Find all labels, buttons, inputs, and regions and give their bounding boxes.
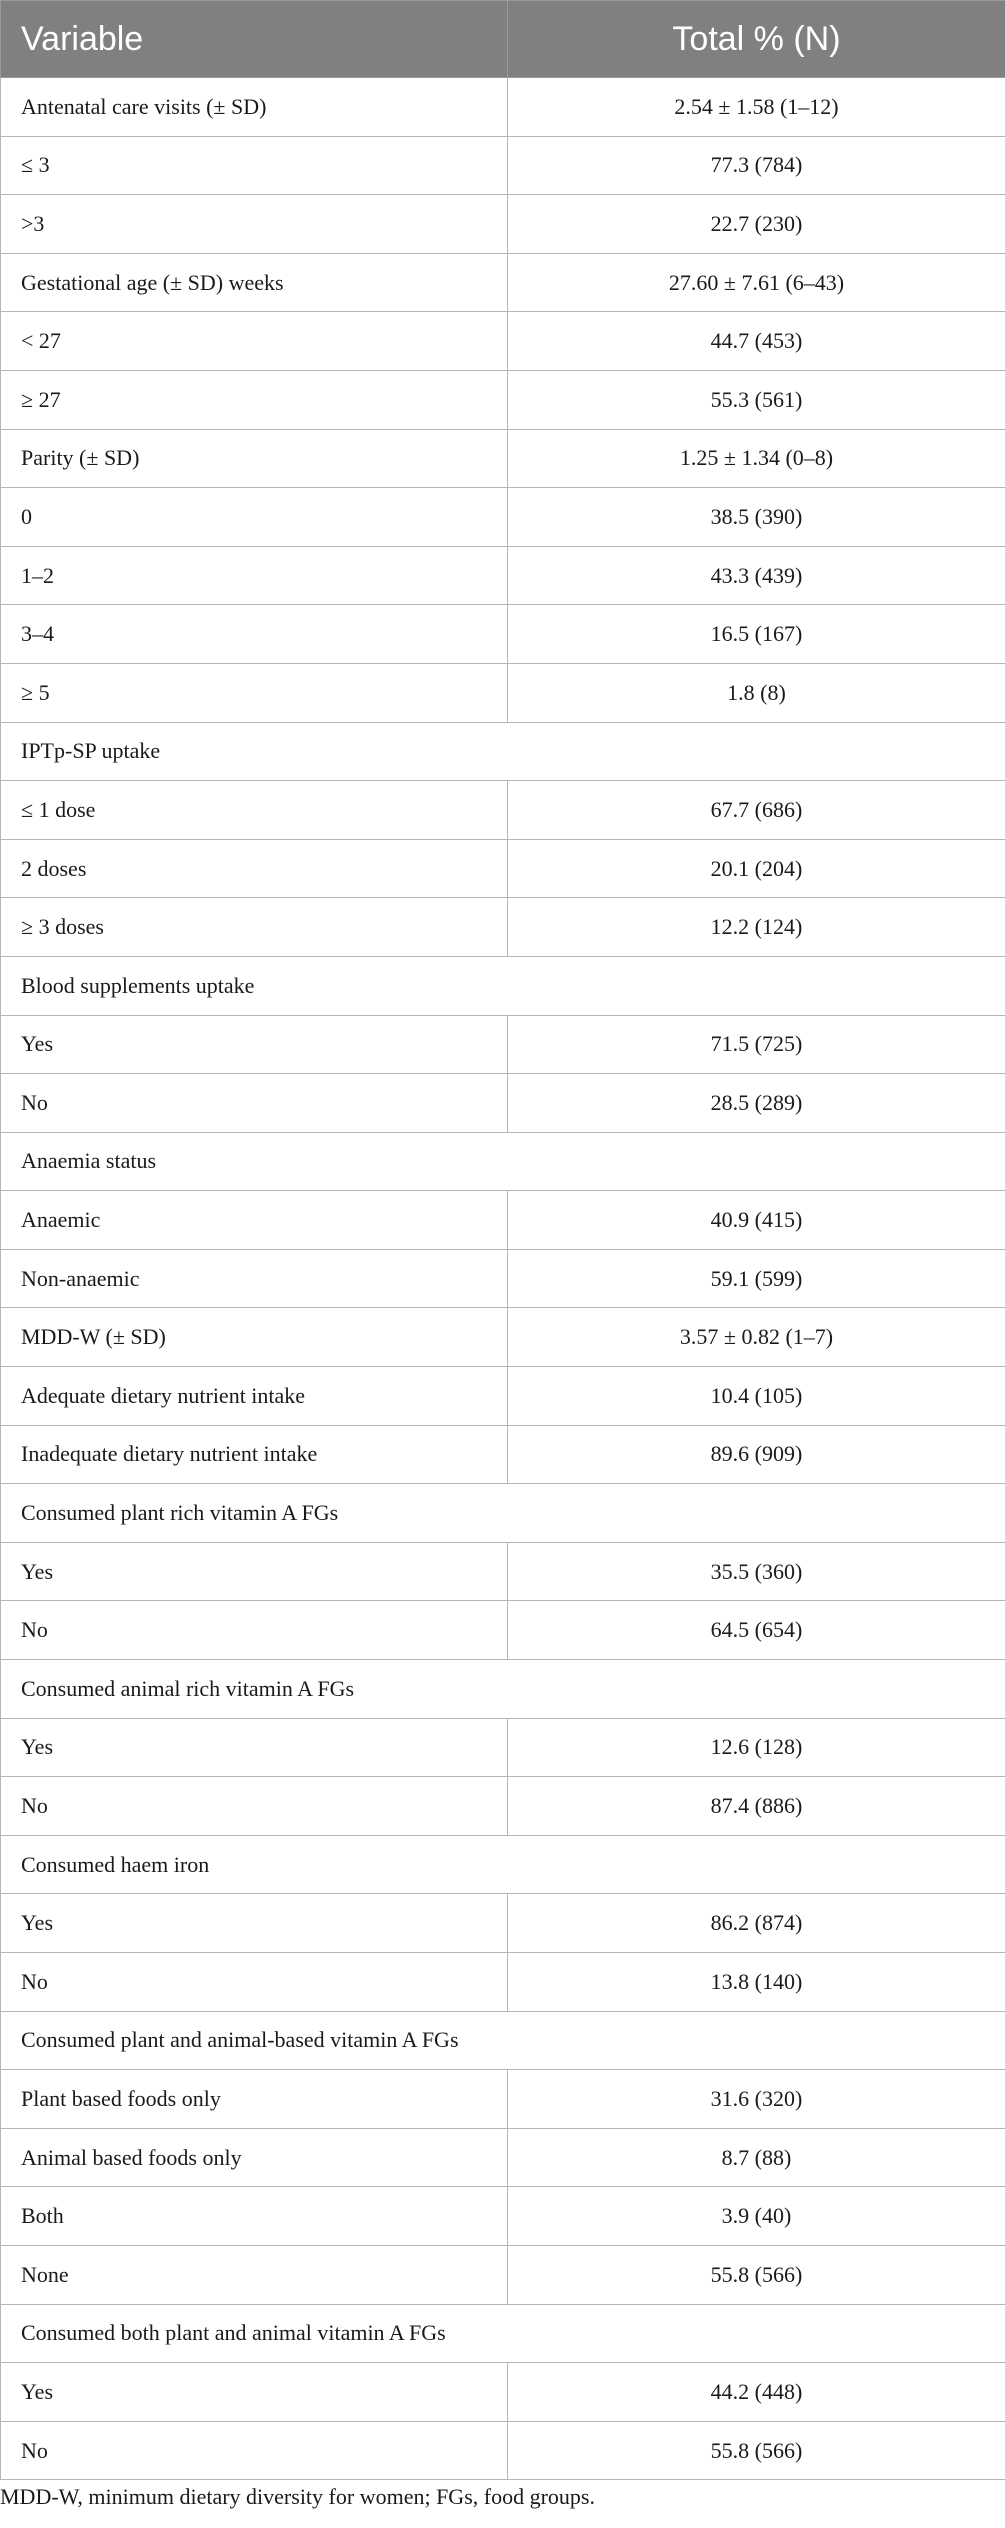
row-label: No [1,1953,508,2012]
section-label: IPTp-SP uptake [1,722,1005,781]
row-value: 55.8 (566) [508,2245,1005,2304]
row-label: Yes [1,1015,508,1074]
row-label: No [1,1601,508,1660]
row-label: Inadequate dietary nutrient intake [1,1425,508,1484]
table-row [1,1953,1005,2012]
table-section-row [1,1835,1005,1894]
row-label: ≤ 3 [1,136,508,195]
header-row [1,1,1005,78]
row-value: 35.5 (360) [508,1542,1005,1601]
row-value: 8.7 (88) [508,2128,1005,2187]
row-value: 43.3 (439) [508,546,1005,605]
table-row [1,488,1005,547]
row-label: Gestational age (± SD) weeks [1,253,508,312]
row-label: No [1,2421,508,2480]
table-row [1,1894,1005,1953]
row-label: < 27 [1,312,508,371]
row-value: 13.8 (140) [508,1953,1005,2012]
table-row [1,839,1005,898]
row-value: 22.7 (230) [508,195,1005,254]
table-row [1,1425,1005,1484]
section-label: Blood supplements uptake [1,956,1005,1015]
table-row [1,1249,1005,1308]
row-label: No [1,1777,508,1836]
row-label: >3 [1,195,508,254]
table-row [1,1191,1005,1250]
table-row [1,1015,1005,1074]
table-row [1,605,1005,664]
table-section-row [1,722,1005,781]
table-row [1,312,1005,371]
row-value: 40.9 (415) [508,1191,1005,1250]
row-label: Antenatal care visits (± SD) [1,78,508,137]
row-label: Yes [1,1542,508,1601]
row-value: 1.25 ± 1.34 (0–8) [508,429,1005,488]
section-label: Consumed plant rich vitamin A FGs [1,1484,1005,1543]
row-label: MDD-W (± SD) [1,1308,508,1367]
section-label: Consumed animal rich vitamin A FGs [1,1660,1005,1719]
table-row [1,195,1005,254]
row-label: Both [1,2187,508,2246]
row-label: No [1,1074,508,1133]
row-value: 31.6 (320) [508,2070,1005,2129]
row-value: 2.54 ± 1.58 (1–12) [508,78,1005,137]
table-row [1,2070,1005,2129]
row-value: 64.5 (654) [508,1601,1005,1660]
row-value: 1.8 (8) [508,663,1005,722]
table-row [1,1074,1005,1133]
table-section-row [1,956,1005,1015]
table-row [1,370,1005,429]
row-value: 67.7 (686) [508,781,1005,840]
table-section-row [1,1660,1005,1719]
row-label: ≥ 3 doses [1,898,508,957]
row-value: 16.5 (167) [508,605,1005,664]
row-value: 44.2 (448) [508,2363,1005,2422]
row-value: 38.5 (390) [508,488,1005,547]
row-value: 12.6 (128) [508,1718,1005,1777]
table-row [1,253,1005,312]
section-label: Consumed both plant and animal vitamin A FGs [1,2304,1005,2363]
table-body [1,78,1005,2480]
row-value: 3.9 (40) [508,2187,1005,2246]
table-row [1,2421,1005,2480]
table-row [1,1542,1005,1601]
row-value: 27.60 ± 7.61 (6–43) [508,253,1005,312]
table-row [1,2363,1005,2422]
table-section-row [1,2011,1005,2070]
table-header [1,1,1005,78]
row-label: Anaemic [1,1191,508,1250]
table-row [1,781,1005,840]
section-label: Consumed haem iron [1,1835,1005,1894]
table-section-row [1,1132,1005,1191]
table-row [1,1601,1005,1660]
row-label: Yes [1,2363,508,2422]
row-value: 87.4 (886) [508,1777,1005,1836]
row-label: 3–4 [1,605,508,664]
row-label: Non-anaemic [1,1249,508,1308]
row-value: 55.8 (566) [508,2421,1005,2480]
section-label: Consumed plant and animal-based vitamin A FGs [1,2011,1005,2070]
row-label: Plant based foods only [1,2070,508,2129]
row-value: 12.2 (124) [508,898,1005,957]
row-label: Parity (± SD) [1,429,508,488]
row-label: 2 doses [1,839,508,898]
row-value: 59.1 (599) [508,1249,1005,1308]
row-value: 55.3 (561) [508,370,1005,429]
row-label: 0 [1,488,508,547]
table-row [1,898,1005,957]
header-total: Total % (N) [508,1,1005,78]
row-value: 77.3 (784) [508,136,1005,195]
section-label: Anaemia status [1,1132,1005,1191]
row-value: 20.1 (204) [508,839,1005,898]
table-row [1,1308,1005,1367]
table-section-row [1,1484,1005,1543]
table-row [1,2128,1005,2187]
table-row [1,2187,1005,2246]
table-row [1,2245,1005,2304]
row-label: 1–2 [1,546,508,605]
table-footnote: MDD-W, minimum dietary diversity for women; FGs, food groups. [0,2484,595,2509]
row-value: 89.6 (909) [508,1425,1005,1484]
row-value: 3.57 ± 0.82 (1–7) [508,1308,1005,1367]
row-label: Adequate dietary nutrient intake [1,1367,508,1426]
table-row [1,663,1005,722]
table-row [1,136,1005,195]
row-value: 71.5 (725) [508,1015,1005,1074]
table-row [1,546,1005,605]
row-label: Animal based foods only [1,2128,508,2187]
row-label: Yes [1,1894,508,1953]
row-label: ≤ 1 dose [1,781,508,840]
row-value: 28.5 (289) [508,1074,1005,1133]
row-value: 44.7 (453) [508,312,1005,371]
table-row [1,429,1005,488]
table-section-row [1,2304,1005,2363]
table-row [1,1777,1005,1836]
row-label: None [1,2245,508,2304]
row-value: 86.2 (874) [508,1894,1005,1953]
table-row [1,78,1005,137]
table-row [1,1367,1005,1426]
row-label: ≥ 5 [1,663,508,722]
row-label: Yes [1,1718,508,1777]
header-variable: Variable [1,1,508,78]
row-value: 10.4 (105) [508,1367,1005,1426]
row-label: ≥ 27 [1,370,508,429]
table-row [1,1718,1005,1777]
